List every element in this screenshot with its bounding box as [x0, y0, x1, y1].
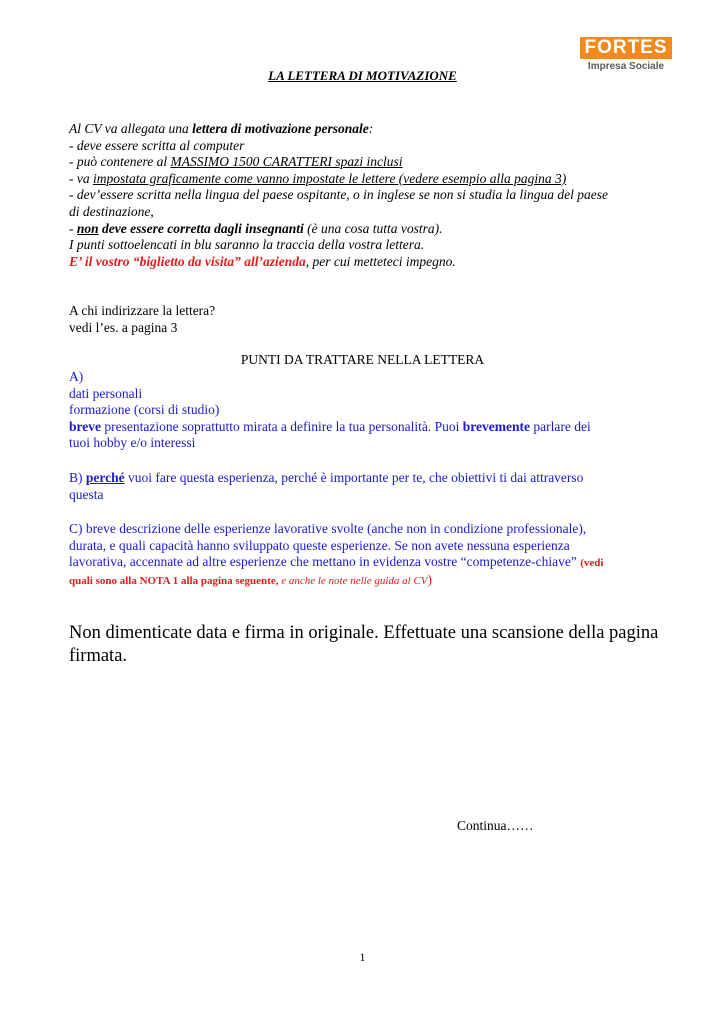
- text: -: [69, 220, 77, 236]
- section-c-line: C) breve descrizione delle esperienze lavorative svolte (anche non in condizione professionale),: [69, 521, 587, 536]
- section-a-line: dati personali: [69, 385, 143, 401]
- section-heading: PUNTI DA TRATTARE NELLA LETTERA: [240, 352, 485, 367]
- section-c-line: durata, e quali capacità hanno sviluppato queste esperienze. Se non avete nessuna esperienza: [69, 537, 570, 553]
- section-c-line: [69, 554, 659, 572]
- document-title: LA LETTERA DI MOTIVAZIONE: [268, 68, 457, 83]
- intro-line: di destinazione,: [69, 203, 154, 219]
- section-c: [69, 521, 659, 589]
- text: - va: [69, 170, 93, 186]
- intro-line: [69, 121, 659, 138]
- recipient-question: A chi indirizzare la lettera?: [69, 303, 216, 318]
- section-a-line: tuoi hobby e/o interessi: [69, 435, 196, 451]
- text-underlined: MASSIMO 1500 CARATTERI spazi inclusi: [170, 154, 403, 170]
- section-b-line: [69, 470, 659, 487]
- text-red: ): [427, 571, 433, 587]
- intro-line: - dev’essere scritta nella lingua del paese ospitante, o in inglese se non si studia la lingua del paese: [69, 187, 609, 203]
- recipient-reference: vedi l’es. a pagina 3: [69, 319, 178, 335]
- final-note: Non dimenticate data e firma in originale. Effettuate una scansione della pagina firmata.: [69, 623, 659, 666]
- section-c-line: [69, 572, 659, 590]
- text-red-italic: e anche le note nelle guida al CV: [278, 574, 428, 587]
- intro-block: [69, 121, 659, 270]
- page-number: 1: [359, 950, 366, 964]
- text: - può contenere al: [69, 154, 171, 170]
- section-b: [69, 470, 659, 503]
- section-a-label: A): [69, 369, 84, 384]
- recipient-block: [69, 303, 659, 336]
- section-a-line: formazione (corsi di studio): [69, 402, 220, 418]
- text: :: [368, 121, 374, 136]
- text-bold: breve: [69, 418, 101, 434]
- section-a-line: [69, 419, 659, 436]
- text-bold: lettera di motivazione personale: [192, 121, 369, 136]
- text-bold-underlined: non: [76, 220, 99, 236]
- text-bold-underlined: perché: [85, 470, 125, 485]
- intro-line: [69, 171, 659, 188]
- text-underlined: impostata graficamente come vanno impostate le lettere (vedere esempio alla pagina 3): [93, 170, 567, 186]
- intro-line: [69, 254, 659, 271]
- intro-line: - deve essere scritta al computer: [69, 137, 245, 153]
- text: parlare dei: [530, 418, 591, 434]
- text: (è una cosa tutta vostra).: [303, 220, 443, 236]
- text: B): [69, 470, 86, 485]
- text-red: (vedi: [580, 557, 604, 570]
- section-b-line: questa: [69, 486, 104, 502]
- text-red-bold: quali sono alla NOTA 1 alla pagina seguente,: [69, 574, 279, 587]
- logo-wordmark: FORTES: [580, 37, 672, 59]
- text-red-bold: E’ il vostro “biglietto da visita” all’azienda: [69, 253, 306, 269]
- text: vuoi fare questa esperienza, perché è importante per te, che obiettivi ti dai attraverso: [124, 470, 584, 485]
- text: lavorativa, accennate ad altre esperienze che mettano in evidenza vostre “competenze-chiave”: [69, 554, 581, 570]
- intro-line: [69, 221, 659, 238]
- intro-line: I punti sottoelencati in blu saranno la traccia della vostra lettera.: [69, 237, 425, 253]
- intro-line: [69, 154, 659, 171]
- continue-label: Continua……: [457, 818, 534, 833]
- text: , per cui metteteci impegno.: [305, 253, 456, 269]
- text-bold: brevemente: [462, 418, 530, 434]
- text-bold: deve essere corretta dagli insegnanti: [98, 220, 304, 236]
- section-a: [69, 369, 659, 452]
- text: presentazione soprattutto mirata a definire la tua personalità. Puoi: [101, 418, 463, 434]
- text: Al CV va allegata una: [69, 121, 193, 136]
- logo-subtitle: Impresa Sociale: [587, 61, 665, 72]
